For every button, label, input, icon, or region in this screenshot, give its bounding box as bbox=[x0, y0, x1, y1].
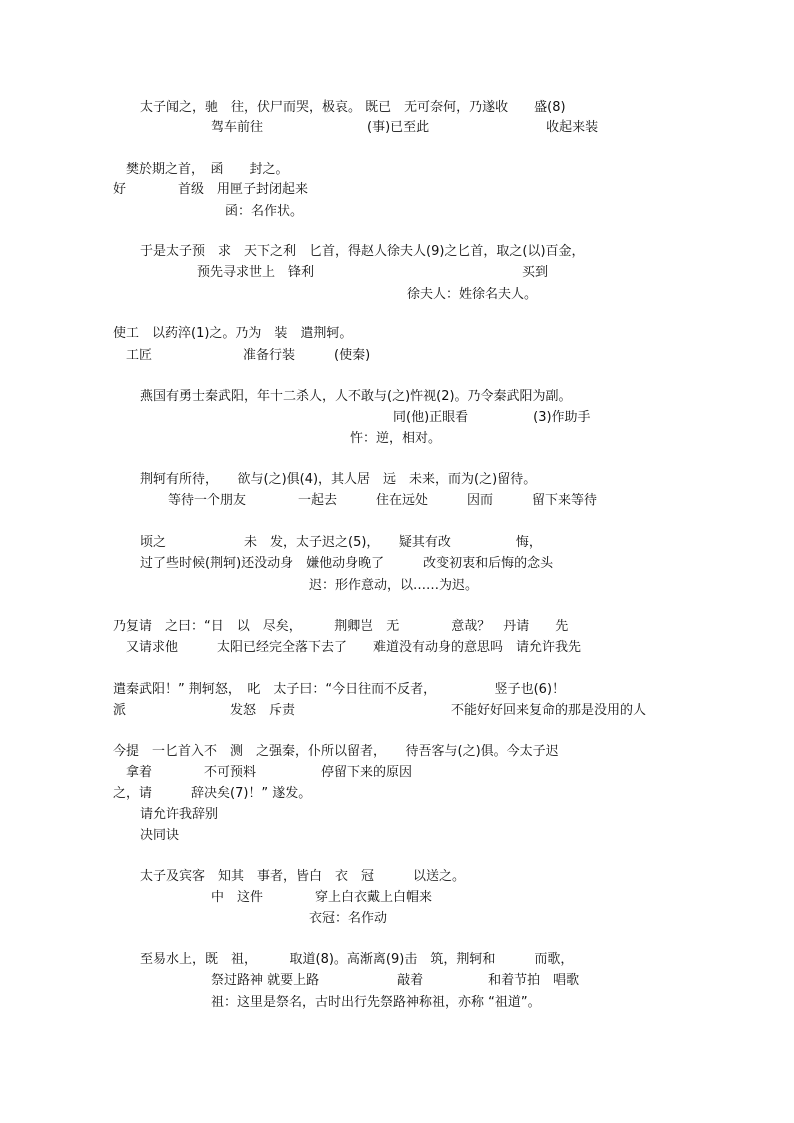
text-line-4: 使工 以药淬(1)之。乃为 装 遣荆轲。 bbox=[113, 326, 353, 341]
gloss-line-10: 拿着 不可预料 停留下来的原因 bbox=[126, 765, 413, 780]
gloss-line-12: 祭过路神 就要上路 敲着 和着节拍 唱歌 bbox=[211, 973, 580, 988]
gloss-line-10b: 请允许我辞别 bbox=[140, 807, 219, 822]
text-line-1: 太子闻之，驰 往，伏尸而哭，极哀。 既已 无可奈何，乃遂收 盛(8) bbox=[140, 100, 566, 115]
note-line-11: 衣冠：名作动 bbox=[309, 911, 388, 926]
gloss-line-6: 等待一个朋友 一起去 住在远处 因而 留下来等待 bbox=[168, 493, 598, 508]
text-line-11: 太子及宾客 知其 事者，皆白 衣 冠 以送之。 bbox=[140, 869, 466, 884]
gloss-line-1: 驾车前往 (事)已至此 收起来装 bbox=[211, 120, 599, 135]
gloss-line-9: 派 发怒 斥责 不能好好回来复命的那是没用的人 bbox=[113, 703, 647, 718]
text-line-10b: 之，请 辞决矣(7)！” 遂发。 bbox=[113, 786, 312, 801]
gloss-line-3: 预先寻求世上 锋利 买到 bbox=[197, 265, 549, 280]
note-line-5: 忤：逆，相对。 bbox=[350, 431, 442, 446]
gloss-line-5: 同(他)正眼看 (3)作助手 bbox=[393, 410, 591, 425]
text-line-3: 于是太子预 求 天下之利 匕首，得赵人徐夫人(9)之匕首，取之(以)百金， bbox=[140, 244, 585, 259]
gloss-line-7: 过了些时候(荆轲)还没动身 嫌他动身晚了 改变初衷和后悔的念头 bbox=[140, 556, 554, 571]
text-line-9: 遣秦武阳！” 荆轲怒， 叱 太子曰：“今日往而不反者， 竖子也(6)！ bbox=[113, 682, 566, 697]
text-line-12: 至易水上，既 祖， 取道(8)。高渐离(9)击 筑，荆轲和 而歌， bbox=[140, 952, 574, 967]
note-line-3: 徐夫人：姓徐名夫人。 bbox=[407, 287, 538, 302]
gloss-line-4: 工匠 准备行装 (使秦) bbox=[126, 348, 371, 363]
gloss-line-8: 又请求他 太阳已经完全落下去了 难道没有动身的意思吗 请允许我先 bbox=[126, 640, 582, 655]
text-line-7: 顷之 未 发，太子迟之(5)， 疑其有改 悔， bbox=[140, 535, 542, 550]
note-line-12: 祖：这里是祭名，古时出行先祭路神称祖，亦称 “祖道”。 bbox=[211, 995, 541, 1010]
text-line-5: 燕国有勇士秦武阳，年十二杀人，人不敢与(之)忤视(2)。乃令秦武阳为副。 bbox=[140, 389, 572, 404]
text-line-8: 乃复请 之曰：“日 以 尽矣， 荆卿岂 无 意哉？ 丹请 先 bbox=[113, 619, 569, 634]
note-line-2: 函：名作状。 bbox=[225, 204, 304, 219]
text-line-2: 樊於期之首， 函 封之。 bbox=[126, 162, 289, 177]
gloss-line-11: 中 这件 穿上白衣戴上白帽来 bbox=[211, 890, 433, 905]
gloss-line-2: 好 首级 用匣子封闭起来 bbox=[113, 182, 309, 197]
text-line-6: 荆轲有所待， 欲与(之)俱(4)，其人居 远 未来，而为(之)留待。 bbox=[140, 472, 537, 487]
text-line-10: 今提 一匕首入不 测 之强秦，仆所以留者， 待吾客与(之)俱。今太子迟 bbox=[113, 744, 559, 759]
note-line-7: 迟：形作意动，以……为迟。 bbox=[309, 578, 479, 593]
note-line-10: 决同诀 bbox=[140, 828, 180, 843]
